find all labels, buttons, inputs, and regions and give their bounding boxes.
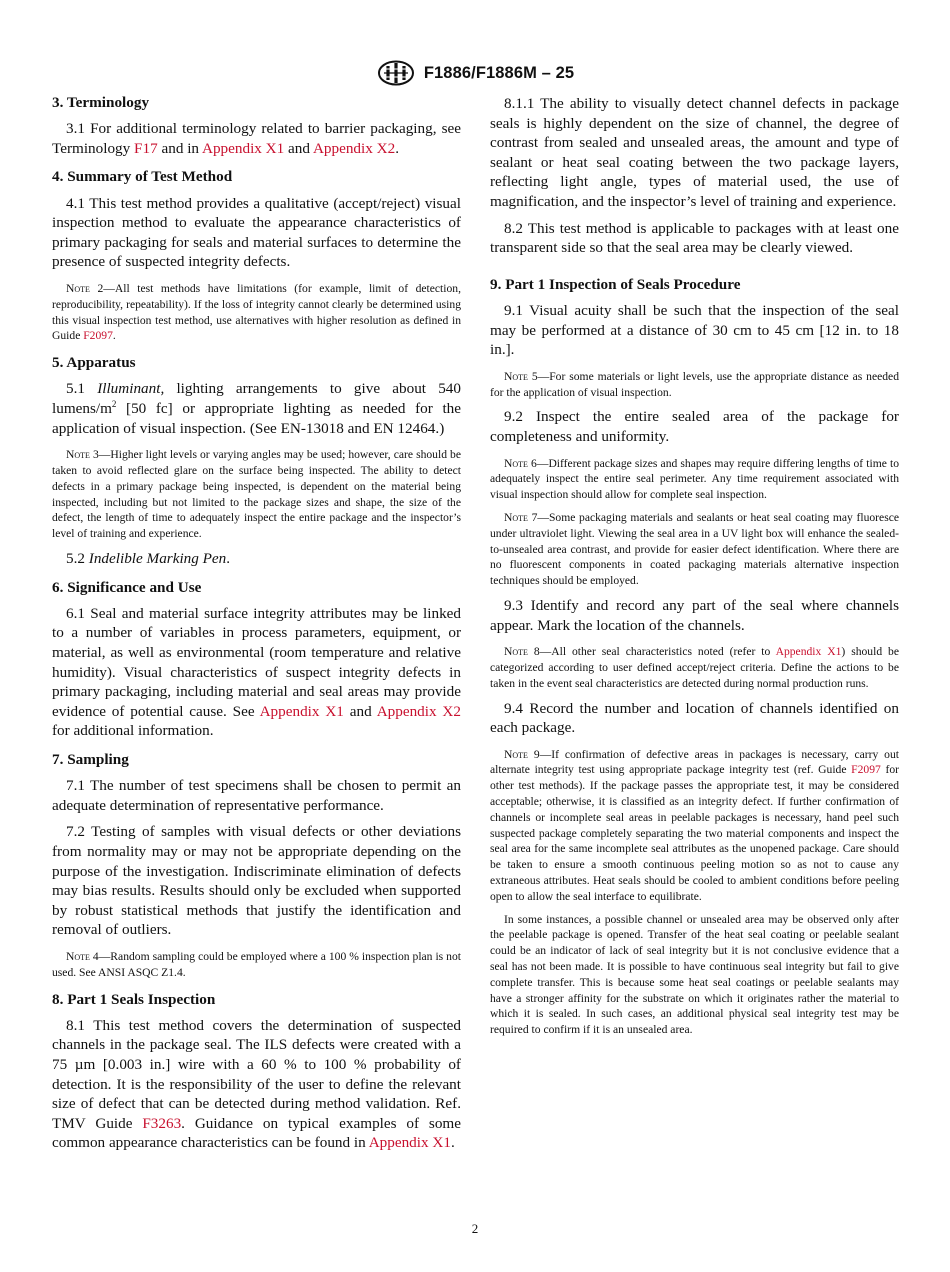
- left-column: [52, 92, 461, 1160]
- link-f17[interactable]: F17: [134, 139, 158, 157]
- link-f3263[interactable]: F3263: [142, 1114, 182, 1132]
- note-2: Note 2—All test methods have limitations (for example, limit of detection, reproducibility, repeatability). If the loss of integrity cannot clearly be determined using this visual inspection test method, use alternatives with higher resolution as defined in Guide F2097.: [52, 282, 461, 343]
- note-3: Note 3—Higher light levels or varying angles may be used; however, care should be taken to avoid reflected glare on the surface being inspected. The ability to detect defects in a primary package being inspected, is dependent on the material being inspected, including but not limited to the package sizes and shape, the size of the defect, the length of time to adequately inspect the entire package and the inspector’s level of training and experience.: [52, 448, 461, 541]
- page-header: [0, 60, 950, 86]
- para-7-1: 7.1 The number of test specimens shall be chosen to permit an adequate determination of representative performance.: [52, 777, 461, 814]
- page-number: 2: [471, 1221, 479, 1236]
- para-8-1-1: 8.1.1 The ability to visually detect channel defects in package seals is highly dependent on the size of channel, the degree of contrast from sealed and unsealed areas, the amount and type of sealant or heat seal coating between the two package layers, reflecting light angle, types of material used, the use of magnification, and the inspector’s level of training and experience.: [490, 95, 899, 210]
- note-7: Note 7—Some packaging materials and sealants or heat seal coating may fluoresce under ultraviolet light. Viewing the seal area in a UV light box will enhance the sealed-to-unsealed area contrast, and provide for easier defect identification. Where there are no fluorescent components in coated packaging materials alternative inspection techniques should be employed.: [490, 510, 899, 588]
- right-column: [490, 92, 899, 1044]
- para-8-2: 8.2 This test method is applicable to packages with at least one transparent side so that the seal area may be clearly viewed.: [490, 219, 899, 257]
- note-8: Note 8—All other seal characteristics noted (refer to Appendix X1) should be categorized according to user defined accept/reject criteria. Define the actions to be taken in the event seal characteristics are detected during normal production runs.: [490, 645, 899, 690]
- note-9: Note 9—If confirmation of defective areas in packages is necessary, carry out alternate integrity test using appropriate package integrity test (ref. Guide F2097 for other test methods). If the package passes the appropriate test, it may be considered acceptable; otherwise, it is classified as an integrity defect. If further confirmation of channels or incomplete seal areas in peelable packages is necessary, hand peel such suspected package completely separating the two material components and inspect the seal area for the same incomplete seal attributes as the unopened package. Care should be taken to ensure a smooth continuous peeling motion so as not to cause any extraneous attributes. Heat seals should be cooled to ambient conditions before peeling open to allow the seal interface to equilibrate.: [490, 747, 899, 903]
- para-5-2: 5.2 Indelible Marking Pen.: [66, 550, 231, 568]
- note-9-continued: In some instances, a possible channel or unsealed area may be observed only after the peelable package is opened. Transfer of the heat seal coating or peelable sealant could be an indicator of lack of seal integrity but it is not conclusive evidence that a seal has not been made. It is possible to have continuous seal integrity but fail to give complete transfer. This is because some heat seal coatings or peelable sealants may have a stronger affinity for the substrate on which it originates rather the material to which it is sealed. In such cases, an additional physical seal integrity test may be required to confirm if it is an unsealed area.: [490, 912, 899, 1037]
- note-5: Note 5—For some materials or light levels, use the appropriate distance as needed for the application of visual inspection.: [490, 369, 899, 399]
- section-4-heading: 4. Summary of Test Method: [52, 168, 233, 186]
- link-appendix-x2[interactable]: Appendix X2: [312, 139, 396, 157]
- section-3-heading: 3. Terminology: [52, 94, 150, 111]
- para-8-1: 8.1 This test method covers the determination of suspected channels in the package seal. The ILS defects were created with a 75 µm [0.003 in.] wire with a 60 % to 100 % probability of detection. It is the responsibility of the user to define the relevant size of defect that can be detected during method validation. Ref. TMV Guide F3263. Guidance on typical examples of some common appearance characteristics can be found in Appendix X1.: [52, 1016, 461, 1152]
- note-4: Note 4—Random sampling could be employed where a 100 % inspection plan is not used. See ANSI ASQC Z1.4.: [52, 949, 461, 979]
- link-appendix-x1[interactable]: Appendix X1: [259, 702, 344, 720]
- para-9-4: 9.4 Record the number and location of channels identified on each package.: [490, 699, 899, 737]
- link-appendix-x2[interactable]: Appendix X2: [376, 702, 461, 720]
- section-8-heading: 8. Part 1 Seals Inspection: [52, 990, 216, 1008]
- link-appendix-x1[interactable]: Appendix X1: [201, 139, 285, 157]
- para-9-3: 9.3 Identify and record any part of the seal where channels appear. Mark the location of the channels.: [490, 596, 899, 634]
- link-f2097[interactable]: F2097: [83, 329, 113, 343]
- para-4-1: 4.1 This test method provides a qualitative (accept/reject) visual inspection method to evaluate the appearance characteristics of primary packaging for seals and material surfaces to determine the presence of suspected integrity defects.: [52, 194, 461, 271]
- para-5-1: 5.1 Illuminant, lighting arrangements to give about 540 lumens/$m^2$ [50 fc] or appropriate lighting as needed for the application of visual inspection. (See EN-13018 and EN 12464.): [52, 380, 461, 437]
- section-7-heading: 7. Sampling: [52, 751, 129, 768]
- link-f2097[interactable]: F2097: [851, 763, 881, 777]
- para-3-1: 3.1 For additional terminology related to barrier packaging, see Terminology F17 and in Appendix X1 and Appendix X2.: [52, 120, 461, 157]
- section-5-heading: 5. Apparatus: [52, 354, 136, 372]
- section-6-heading: 6. Significance and Use: [52, 578, 202, 596]
- para-6-1: 6.1 Seal and material surface integrity attributes may be linked to a number of variables in process parameters, equipment, or material, as well as environmental (room temperature and relative humidity). Visual characteristics of suspect integrity defects in primary packaging, including material and seal areas may provide evidence of potential cause. See Appendix X1 and Appendix X2 for additional information.: [52, 604, 461, 740]
- document-designation: F1886/F1886M – 25: [423, 63, 575, 82]
- link-appendix-x1[interactable]: Appendix X1: [775, 645, 842, 659]
- para-7-2: 7.2 Testing of samples with visual defects or other deviations from normality may or may not be appropriate depending on the purpose of the investigation. Indiscriminate elimination of defects may bias results. Results should only be excluded when supported by robust statistical methods that justify the identification and removal of outliers.: [52, 823, 461, 939]
- para-9-2: 9.2 Inspect the entire sealed area of the package for completeness and uniformity.: [490, 408, 899, 445]
- astm-logo-icon: [376, 60, 416, 86]
- para-9-1: 9.1 Visual acuity shall be such that the inspection of the seal may be performed at a distance of 30 cm to 45 cm [12 in. to 18 in.].: [490, 301, 899, 359]
- section-9-heading: 9. Part 1 Inspection of Seals Procedure: [490, 275, 741, 293]
- link-appendix-x1[interactable]: Appendix X1: [368, 1134, 451, 1152]
- note-6: Note 6—Different package sizes and shapes may require differing lengths of time to adequately inspect the entire seal perimeter. Any time requirement associated with visual inspection should allow for complete seal inspection.: [490, 456, 899, 502]
